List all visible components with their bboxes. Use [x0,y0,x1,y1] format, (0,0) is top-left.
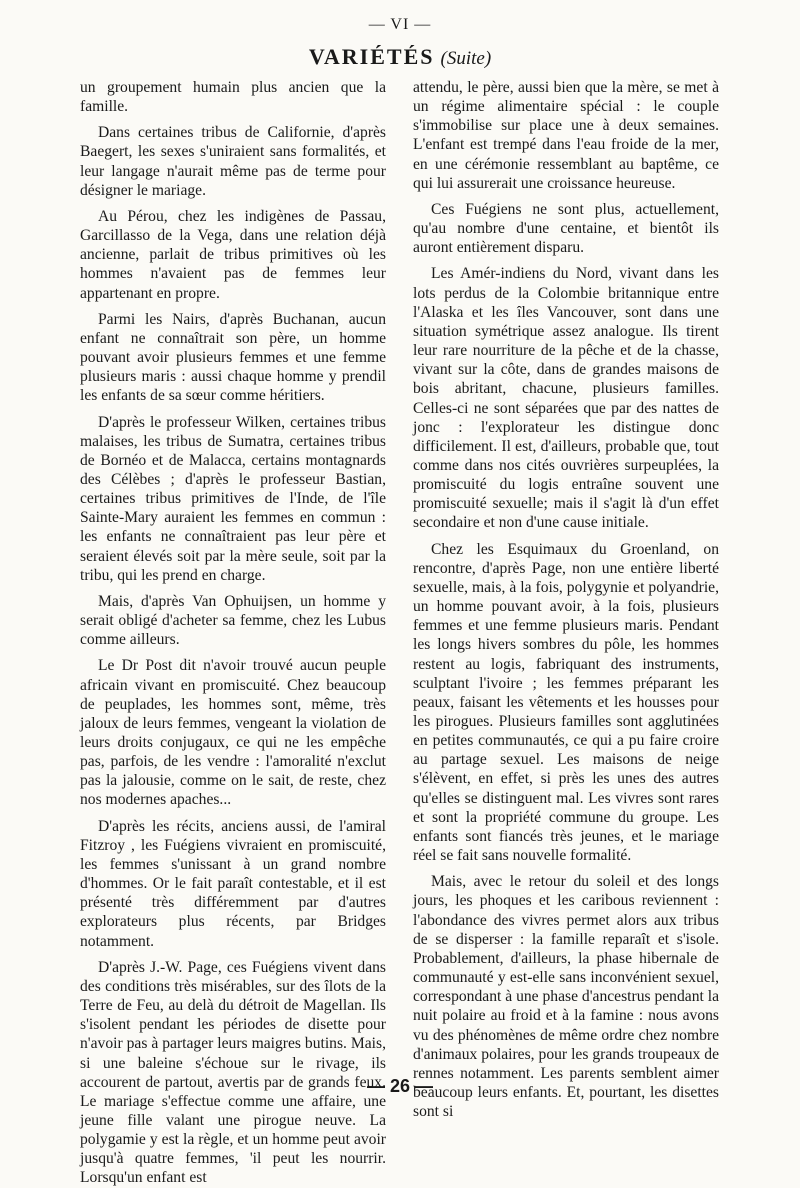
page-number: — 26 — [366,1076,434,1096]
left-column [80,78,386,1188]
paragraph: Les Amér-indiens du Nord, vivant dans les lots perdus de la Colombie britannique entre l'Alaska et les îles Vancouver, sont dans une situation symétrique assez analogue. Ils tirent leur rare nourriture de la pêche et de la chasse, vivant sur la côte, dans de grandes maisons de bois abritant, chacune, plusieurs familles. Celles-ci ne sont séparées que par des nattes de jonc : l'explorateur les distingue donc difficilement. Il est, d'ailleurs, probable que, tout comme dans nos cités ouvrières surpeuplées, la promiscuité du logis entraîne souvent une promiscuité sexuelle; mais il s'agit là d'un effet secondaire et non d'une cause initiale. [413,265,719,532]
paragraph: attendu, le père, aussi bien que la mère, se met à un régime alimentaire spécial : le couple s'immobilise sur place une à deux semaines. L'enfant est trempé dans l'eau froide de la mer, en une cérémonie ressemblant au baptême, ce qui lui assurerait une croissance heureuse. [413,79,719,192]
paragraph: D'après J.-W. Page, ces Fuégiens vivent dans des conditions très misérables, sur des îlots de la Terre de Feu, au delà du détroit de Magellan. Ils s'isolent pendant les périodes de disette pour n'avoir pas à partager leurs maigres butins. Mais, si une baleine s'échoue sur le rivage, ils accourent de partout, avertis par de grands feux. Le mariage s'effectue comme une affaire, une jeune fille valant une pirogue neuve. La polygamie y est la règle, et un homme peut avoir jusqu'à quatre femmes, 'il peut les nourrir. Lorsqu'un enfant est [80,958,386,1187]
paragraph: Parmi les Nairs, d'après Buchanan, aucun enfant ne connaîtrait son père, un homme pouvant avoir plusieurs femmes et une femme plusieurs maris : aussi chaque homme y prendil les enfants de sa sœur comme héritiers. [80,310,386,405]
paragraph: un groupement humain plus ancien que la famille. [80,79,386,116]
paragraph: Dans certaines tribus de Californie, d'après Baegert, les sexes s'uniraient sans formalités, et leur langage n'aurait même pas de terme pour désigner le mariage. [80,124,386,199]
title-main: VARIÉTÉS [308,44,435,69]
right-column [413,78,719,1121]
paragraph: Chez les Esquimaux du Groenland, on rencontre, d'après Page, non une entière liberté sexuelle, mais, à la fois, polygynie et polyandrie, un homme pouvant avoir, à la fois, plusieurs femmes et une femme plusieurs maris. Pendant les longs hivers sombres du pôle, les hommes restent au logis, fabriquant des instruments, sculptant l'ivoire ; les femmes préparant les peaux, faisant les vêtements et les housses pour les pirogues. Plusieurs familles sont agglutinées en petites communautés, ce qui a pu faire croire au partage sexuel. Les maisons de neige s'élèvent, en effet, si près les unes des autres qu'elles se distinguent mal. Les vivres sont rares et sont la propriété commune du groupe. Les enfants sont fiancés très jeunes, et le mariage réel se fait sans nouvelle formalité. [413,540,719,865]
paragraph: Mais, avec le retour du soleil et des longs jours, les phoques et les caribous reviennent : l'abondance des vivres permet alors aux tribus de se disperser : la famille reparaît et s'isole. Probablement, d'ailleurs, la phase hibernale de communauté y est-elle sans inconvénient sexuel, correspondant à une phase d'ancestrus pendant la nuit polaire au froid et à la famine : nous avons vu des phénomènes de même ordre chez nombre d'animaux polaires, pour les grands troupeaux de rennes notamment. Les parents semblent aimer beaucoup leurs enfants. Et, pourtant, les disettes sont si [413,873,719,1121]
paragraph: D'après le professeur Wilken, certaines tribus malaises, les tribus de Sumatra, certaines tribus de Bornéo et de Malacca, certains montagnards des Célèbes ; d'après le professeur Bastian, certaines tribus primitives de l'Inde, de l'île Sainte-Mary auraient les femmes en commun : les enfants ne connaîtraient pas leur père et seraient élevés soit par la mère seule, soit par la tribu, qui les prend en charge. [80,413,386,584]
paragraph: Mais, d'après Van Ophuijsen, un homme y serait obligé d'acheter sa femme, chez les Lubus comme ailleurs. [80,592,386,649]
section-title [0,44,800,70]
paragraph: Au Pérou, chez les indigènes de Passau, Garcillasso de la Vega, dans une relation déjà ancienne, parlait de tribus primitives où les hommes n'avaient pas de femmes leur appartenant en propre. [80,207,386,302]
paragraph: Le Dr Post dit n'avoir trouvé aucun peuple africain vivant en promiscuité. Chez beaucoup de peuplades, les hommes sont, même, très jaloux de leurs femmes, vengeant la violation de leurs droits conjugaux, ce qui ne les empêche pas, parfois, de les vendre : l'amoralité n'exclut pas la jalousie, comme on le sait, de reste, chez nos modernes apaches... [80,657,386,809]
title-subtitle: (Suite) [440,48,492,69]
header-page-roman: — VI — [368,16,432,33]
paragraph: D'après les récits, anciens aussi, de l'amiral Fitzroy , les Fuégiens vivraient en promiscuité, les femmes s'unissant à un grand nombre d'hommes. Or le fait paraît contestable, et il est présenté très différemment par d'autres explorateurs plus récents, par Bridges notamment. [80,817,386,950]
paragraph: Ces Fuégiens ne sont plus, actuellement, qu'au nombre d'une centaine, et bientôt ils auront entièrement disparu. [413,200,719,257]
